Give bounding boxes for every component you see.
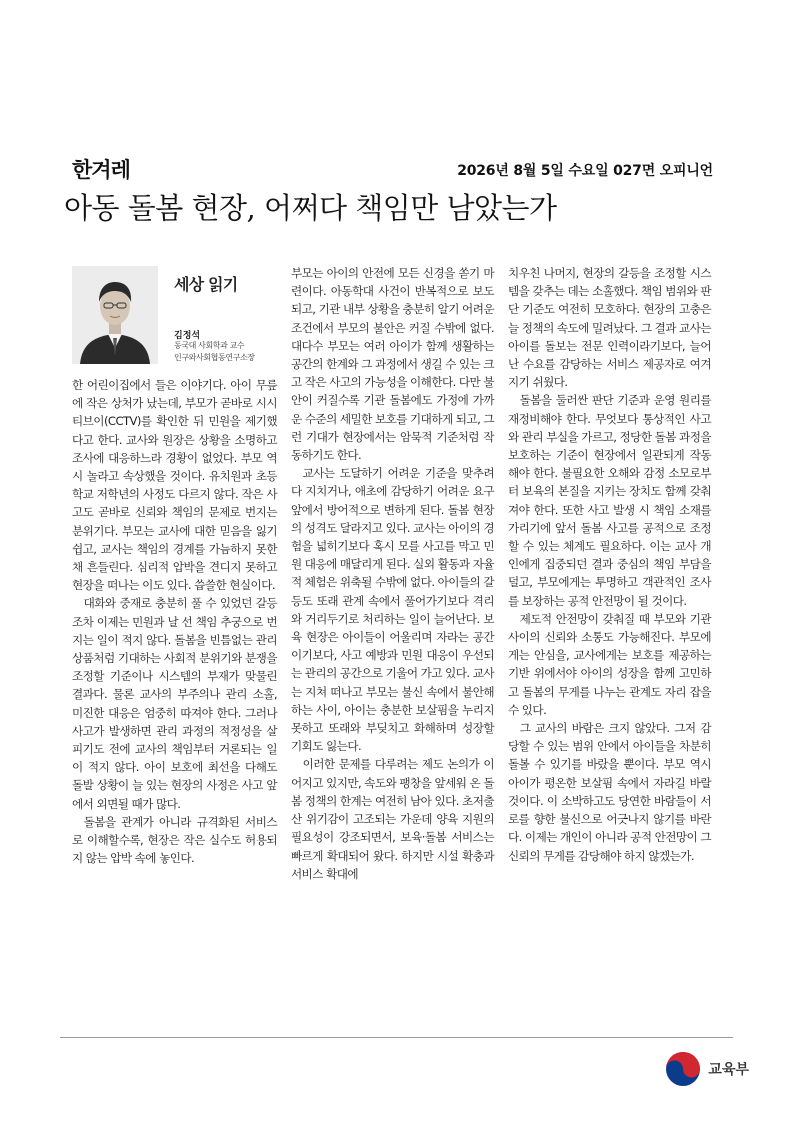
newspaper-logo: 한겨레 xyxy=(72,158,130,182)
article-paragraph: 부모는 아이의 안전에 모든 신경을 쏟기 마련이다. 아동학대 사건이 반복적으로 보도되고, 기관 내부 상황을 충분히 알기 어려운 조건에서 부모의 불안은 커질 수밖에 없다. 대다수 부모는 여러 아이가 함께 생활하는 공간의 한계와 그 과정에서 생길 수 있는 크고 작은 사고의 가능성을 이해한다. 다만 불안이 커질수록 기관 돌봄에도 가정에 가까운 수준의 세밀한 보호를 기대하게 되고, 그런 기대가 현장에서는 암묵적 기준처럼 작동하기도 한다. xyxy=(291,266,494,463)
article-paragraph: 제도적 안전망이 갖춰질 때 부모와 기관 사이의 신뢰와 소통도 가능해진다. 부모에게는 안심을, 교사에게는 보호를 제공하는 기반 위에서야 아이의 성장을 함께 고민하고 돌봄의 무게를 나누는 관계도 자리 잡을 수 있다. xyxy=(508,611,711,717)
author-affiliation-line: 인구와사회협동연구소장 xyxy=(174,353,255,362)
article-paragraph: 이러한 문제를 다루려는 제도 논의가 이어지고 있지만, 속도와 팽창을 앞세워 온 돌봄 정책의 한계는 여전히 남아 있다. 초저출산 위기감이 고조되는 가운데 양육 지원의 필요성이 강조되면서, 보육·돌봄 서비스는 빠르게 확대되어 왔다. 하지만 시설 확충과 서비스 확대에 xyxy=(291,757,494,881)
article-paragraph: 치우친 나머지, 현장의 갈등을 조정할 시스템을 갖추는 데는 소홀했다. 책임 범위와 판단 기준도 여전히 모호하다. 현장의 고충은 늘 정책의 속도에 밀려났다. 그 결과 교사는 아이를 돌보는 전문 인력이라기보다, 늘어난 수요를 감당하는 서비스 제공자로 여겨지기 쉬웠다. xyxy=(508,266,711,390)
author-affiliation-line: 동국대 사회학과 교수 xyxy=(174,341,245,350)
article-paragraph: 한 어린이집에서 들은 이야기다. 아이 무릎에 작은 상처가 났는데, 부모가 곧바로 시시티브이(CCTV)를 확인한 뒤 민원을 제기했다고 한다. 교사와 원장은 상황을 소명하고 조사에 대응하느라 경황이 없었다. 부모 역시 놀라고 속상했을 것이다. 유치원과 초등학교 저학년의 사정도 다르지 않다. 작은 사고도 곧바로 신뢰와 책임의 문제로 번지는 분위기다. 부모는 교사에 대한 믿음을 잃기 쉽고, 교사는 책임의 경계를 가늠하지 못한 채 흔들린다. 심리적 압박을 견디지 못하고 현장을 떠나는 이도 있다. 씁쓸한 현실이다. xyxy=(72,378,277,593)
author-affiliation xyxy=(174,340,255,364)
author-box xyxy=(72,262,277,367)
publication-dateline: 2026년 8월 5일 수요일 027면 오피니언 xyxy=(457,163,713,179)
article-paragraph: 돌봄을 관계가 아니라 규격화된 서비스로 이해할수록, 현장은 작은 실수도 허용되지 않는 압박 속에 놓인다. xyxy=(72,814,277,866)
article-column-2 xyxy=(291,264,494,881)
article-paragraph: 그 교사의 바람은 크지 않았다. 그저 감당할 수 있는 범위 안에서 아이들을 차분히 돌볼 수 있기를 바랐을 뿐이다. 부모 역시 아이가 평온한 보살핌 속에서 자라길 바랄 것이다. 이 소박하고도 당연한 바람들이 서로를 향한 불신으로 어긋나지 않기를 바란다. 이제는 개인이 아니라 공적 안전망이 그 신뢰의 무게를 감당해야 하지 않겠는가. xyxy=(508,721,711,863)
column-series-title: 세상 읽기 xyxy=(174,275,238,294)
article-column-3 xyxy=(508,264,711,863)
author-name: 김정석 xyxy=(174,331,201,341)
article-paragraph: 돌봄을 둘러싼 판단 기준과 운영 원리를 재정비해야 한다. 무엇보다 통상적인 사고와 관리 부실을 가르고, 정당한 돌봄 과정을 보호하는 기준이 현장에서 일관되게 작동해야 한다. 불필요한 오해와 감정 소모로부터 보육의 본질을 지키는 장치도 함께 갖춰져야 한다. 또한 사고 발생 시 책임 소재를 가리기에 앞서 돌봄 사고를 공적으로 조정할 수 있는 체계도 필요하다. 이는 교사 개인에게 집중되던 결과 중심의 책임 부담을 덜고, 부모에게는 투명하고 객관적인 조사를 보장하는 공적 안전망이 될 것이다. xyxy=(508,393,711,608)
article-paragraph: 교사는 도달하기 어려운 기준을 맞추려다 지치거나, 애초에 감당하기 어려운 요구 앞에서 방어적으로 변하게 된다. 돌봄 현장의 성격도 달라지고 있다. 교사는 아이의 경험을 넓히기보다 혹시 모를 사고를 막고 민원 대응에 매달리게 된다. 실외 활동과 자율적 체험은 위축될 수밖에 없다. 아이들의 갈등도 또래 관계 속에서 풀어가기보다 격리와 거리두기로 처리하는 일이 늘어난다. 보육 현장은 아이들이 어울리며 자라는 공간이기보다, 사고 예방과 민원 대응이 우선되는 관리의 공간으로 기울어 가고 있다. 교사는 지쳐 떠나고 부모는 불신 속에서 불안해하는 사이, 아이는 충분한 보살핌을 누리지 못하고 또래와 부딪치고 화해하며 성장할 기회도 잃는다. xyxy=(291,466,494,754)
ministry-name: 교육부 xyxy=(708,1062,749,1078)
article-paragraph: 대화와 중재로 충분히 풀 수 있었던 갈등조차 이제는 민원과 날 선 책임 추궁으로 번지는 일이 적지 않다. 돌봄을 빈틈없는 관리 상품처럼 기대하는 사회적 분위기와 분쟁을 조정할 기준이나 시스템의 부재가 맞물린 결과다. 물론 교사의 부주의나 관리 소홀, 미진한 대응은 엄중히 따져야 한다. 그러나 사고가 발생하면 관리 과정의 적정성을 살피기도 전에 교사의 책임부터 거론되는 일이 적지 않다. 아이 보호에 최선을 다해도 돌발 상황이 늘 있는 현장의 사정은 사고 앞에서 외면될 때가 많다. xyxy=(72,596,277,811)
article-column-1 xyxy=(72,376,277,866)
article-headline: 아동 돌봄 현장, 어쩌다 책임만 남았는가 xyxy=(64,191,557,225)
ministry-logo xyxy=(664,1049,749,1089)
author-portrait-icon xyxy=(72,266,158,364)
footer-divider xyxy=(60,1037,733,1038)
taegeuk-emblem-icon xyxy=(664,1050,702,1088)
author-photo xyxy=(72,266,158,364)
